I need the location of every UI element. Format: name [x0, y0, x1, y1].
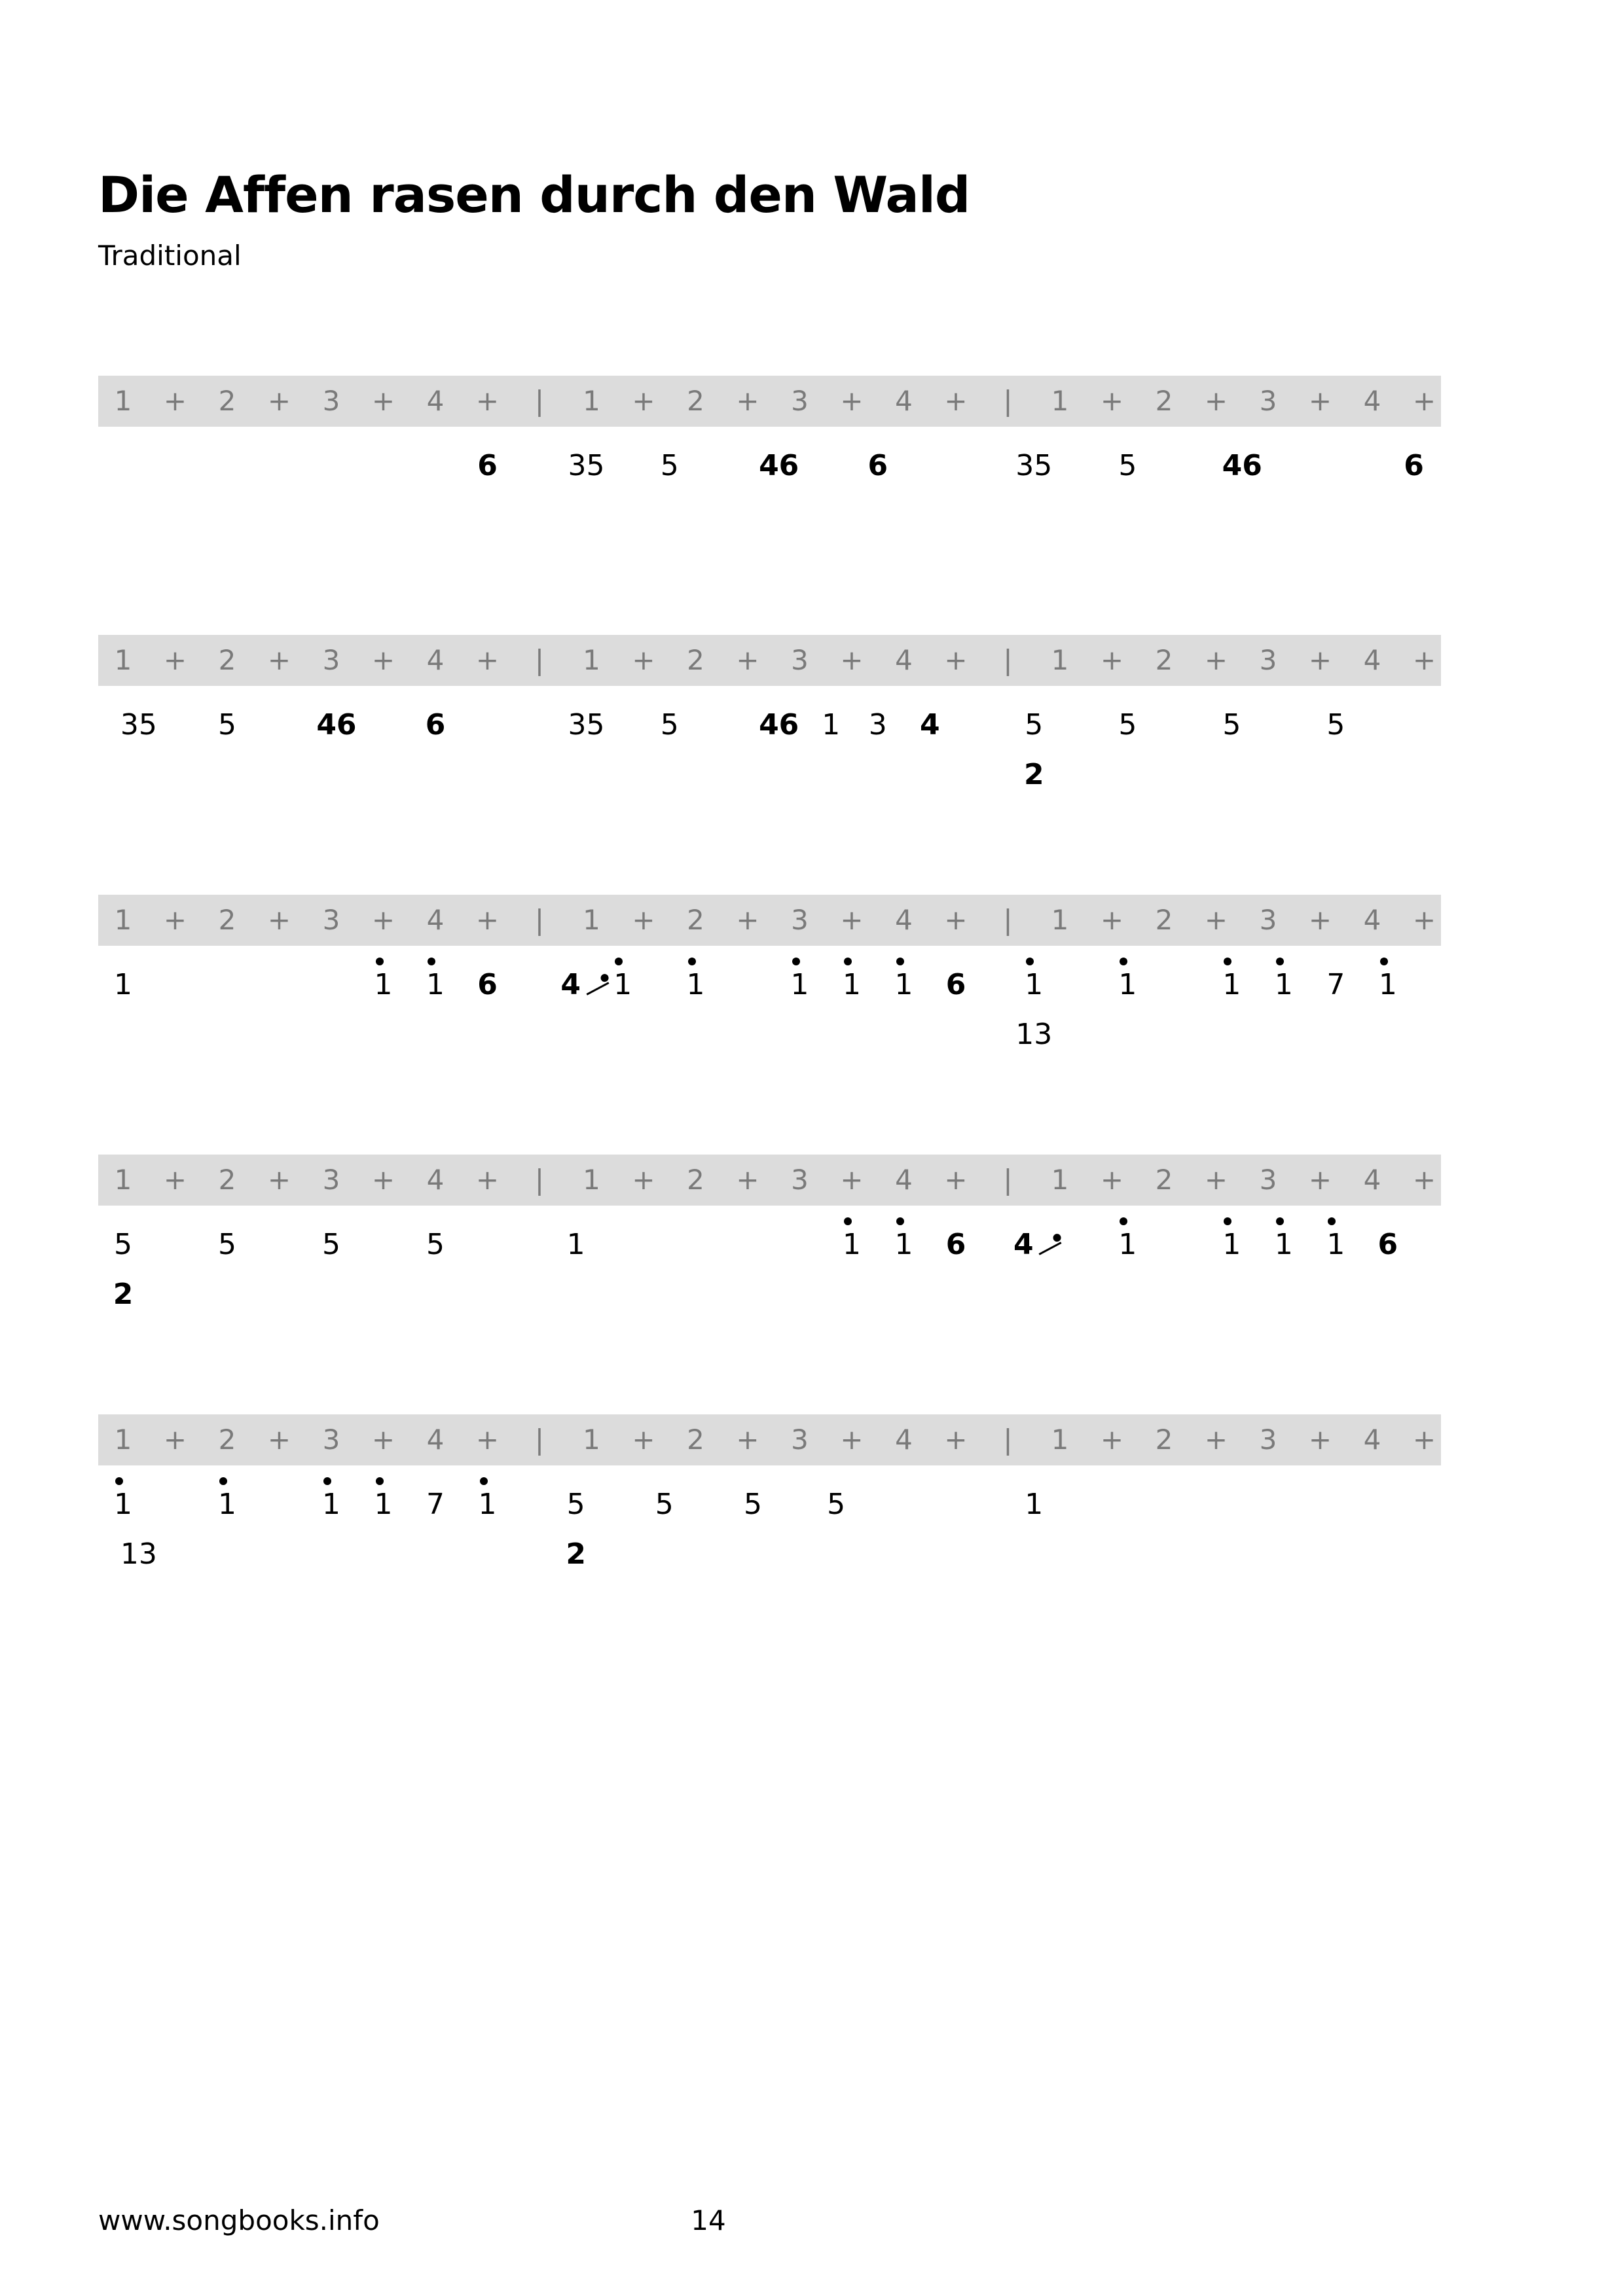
beat-label: 3 — [1259, 1164, 1277, 1196]
note: 1 — [114, 968, 132, 1001]
beat-label: + — [1204, 904, 1228, 936]
beat-label: 4 — [895, 644, 913, 676]
beat-label: 2 — [218, 1164, 236, 1196]
beat-label: 2 — [1155, 644, 1173, 676]
high-note: 1 — [1274, 1228, 1293, 1261]
bar-separator: | — [1003, 385, 1013, 417]
song-composer: Traditional — [98, 240, 242, 272]
note: 5 — [114, 1228, 132, 1261]
beat-label: + — [1308, 904, 1332, 936]
beat-label: 4 — [895, 1164, 913, 1196]
beat-label: 4 — [426, 1424, 445, 1456]
note: 4 — [919, 708, 940, 742]
high-note: 1 — [894, 1228, 913, 1261]
slide-mark — [586, 982, 609, 995]
beat-label: 1 — [583, 904, 600, 936]
bar-separator: | — [534, 1424, 545, 1456]
beat-label: + — [736, 1164, 759, 1196]
note: 5 — [566, 1488, 585, 1521]
beat-label: 1 — [583, 385, 600, 417]
beat-label: + — [632, 644, 655, 676]
beat-label: + — [371, 644, 395, 676]
beat-label: 3 — [1259, 1424, 1277, 1456]
beat-label: + — [1412, 904, 1436, 936]
beat-label: 2 — [1155, 385, 1173, 417]
note: 2 — [113, 1278, 134, 1311]
beat-label: 4 — [426, 1164, 445, 1196]
beat-label: 4 — [426, 904, 445, 936]
beat-label: 2 — [687, 1424, 704, 1456]
note: 35 — [568, 449, 605, 482]
beat-label: + — [1204, 644, 1228, 676]
high-note: 1 — [790, 968, 809, 1001]
beat-label: + — [1100, 385, 1124, 417]
bar-separator: | — [534, 1164, 545, 1196]
beat-label: + — [267, 904, 291, 936]
beat-label: 4 — [426, 385, 445, 417]
beat-label: 1 — [114, 904, 132, 936]
beat-label: + — [1412, 1164, 1436, 1196]
beat-label: 1 — [114, 644, 132, 676]
beat-label: 2 — [687, 904, 704, 936]
beat-label: 3 — [791, 1424, 809, 1456]
beat-label: 4 — [895, 385, 913, 417]
high-note: 1 — [1378, 968, 1397, 1001]
note: 35 — [1015, 449, 1053, 482]
beat-label: + — [840, 1424, 864, 1456]
tab-system — [0, 895, 1623, 1091]
beat-label: + — [1204, 1424, 1228, 1456]
note: 1 — [822, 708, 841, 742]
beat-label: 2 — [687, 644, 704, 676]
beat-label: + — [1308, 385, 1332, 417]
bar-separator: | — [1003, 644, 1013, 676]
beat-label: + — [163, 904, 187, 936]
bar-separator: | — [534, 904, 545, 936]
beat-label: 2 — [687, 1164, 704, 1196]
tab-system — [0, 376, 1623, 572]
bar-separator: | — [1003, 904, 1013, 936]
note: 5 — [655, 1488, 674, 1521]
beat-label: 4 — [1363, 1424, 1381, 1456]
note: 5 — [322, 1228, 340, 1261]
note: 4 — [1013, 1228, 1034, 1261]
beat-label: 3 — [791, 644, 809, 676]
beat-label: 2 — [218, 644, 236, 676]
beat-label: + — [1100, 1424, 1124, 1456]
beat-label: + — [267, 1164, 291, 1196]
high-note: 1 — [374, 1488, 393, 1521]
beat-count-bar — [98, 1414, 1441, 1465]
beat-count-bar — [98, 376, 1441, 427]
beat-label: 1 — [583, 1424, 600, 1456]
beat-label: 1 — [583, 644, 600, 676]
beat-label: + — [371, 385, 395, 417]
beat-label: 2 — [218, 385, 236, 417]
beat-label: 1 — [1051, 1424, 1069, 1456]
beat-count-bar — [98, 895, 1441, 946]
beat-label: 1 — [1051, 644, 1069, 676]
beat-label: 1 — [114, 385, 132, 417]
note: 5 — [1025, 708, 1044, 742]
beat-label: + — [736, 904, 759, 936]
beat-label: + — [1308, 1424, 1332, 1456]
beat-label: 3 — [322, 1164, 340, 1196]
tab-system — [0, 1414, 1623, 1611]
tab-system — [0, 635, 1623, 831]
note: 6 — [1404, 449, 1424, 482]
beat-label: + — [840, 644, 864, 676]
beat-label: + — [736, 644, 759, 676]
beat-label: + — [475, 385, 500, 417]
beat-label: 3 — [1259, 644, 1277, 676]
beat-label: 2 — [1155, 904, 1173, 936]
beat-label: + — [1100, 904, 1124, 936]
tab-system — [0, 1155, 1623, 1351]
beat-label: + — [163, 1424, 187, 1456]
beat-label: + — [944, 1164, 968, 1196]
beat-label: + — [1412, 1424, 1436, 1456]
high-note: 1 — [322, 1488, 340, 1521]
note: 35 — [120, 708, 157, 742]
beat-label: + — [1204, 1164, 1228, 1196]
note: 13 — [1015, 1018, 1053, 1051]
note: 2 — [566, 1537, 586, 1571]
beat-label: 4 — [895, 904, 913, 936]
beat-label: 3 — [322, 644, 340, 676]
beat-label: 1 — [583, 1164, 600, 1196]
beat-label: + — [475, 1424, 500, 1456]
beat-count-bar — [98, 1155, 1441, 1206]
beat-label: + — [1100, 644, 1124, 676]
beat-label: 2 — [1155, 1424, 1173, 1456]
note: 6 — [945, 968, 966, 1001]
beat-label: + — [736, 1424, 759, 1456]
high-note: 1 — [843, 1228, 861, 1261]
note: 46 — [316, 708, 357, 742]
beat-label: + — [1204, 385, 1228, 417]
beat-label: + — [371, 1164, 395, 1196]
high-note: 1 — [1222, 968, 1241, 1001]
beat-label: + — [944, 904, 968, 936]
beat-label: 1 — [114, 1424, 132, 1456]
beat-label: + — [475, 904, 500, 936]
high-note: 1 — [843, 968, 861, 1001]
beat-label: + — [163, 1164, 187, 1196]
beat-label: 2 — [218, 1424, 236, 1456]
note: 2 — [1023, 758, 1044, 791]
beat-label: 3 — [322, 1424, 340, 1456]
note: 6 — [945, 1228, 966, 1261]
beat-label: + — [840, 904, 864, 936]
beat-label: + — [632, 904, 655, 936]
slide-mark — [1039, 1242, 1062, 1255]
note: 5 — [426, 1228, 445, 1261]
note: 5 — [660, 449, 679, 482]
beat-label: + — [475, 1164, 500, 1196]
beat-label: 3 — [1259, 385, 1277, 417]
high-note: 1 — [1274, 968, 1293, 1001]
note: 1 — [1025, 1488, 1044, 1521]
beat-label: 4 — [426, 644, 445, 676]
beat-label: + — [475, 644, 500, 676]
bar-separator: | — [534, 644, 545, 676]
beat-label: + — [267, 1424, 291, 1456]
note: 6 — [867, 449, 888, 482]
beat-label: + — [1308, 1164, 1332, 1196]
note: 46 — [759, 449, 799, 482]
note: 46 — [1222, 449, 1262, 482]
note: 5 — [1118, 708, 1137, 742]
note: 4 — [560, 968, 581, 1001]
note: 7 — [426, 1488, 445, 1521]
note: 1 — [566, 1228, 585, 1261]
beat-label: 2 — [1155, 1164, 1173, 1196]
page-number: 14 — [691, 2204, 726, 2236]
beat-label: 3 — [791, 385, 809, 417]
beat-label: 4 — [1363, 904, 1381, 936]
beat-label: + — [632, 385, 655, 417]
beat-label: 2 — [218, 904, 236, 936]
beat-label: + — [1308, 644, 1332, 676]
footer-website[interactable]: www.songbooks.info — [98, 2204, 380, 2236]
high-note: 1 — [114, 1488, 132, 1521]
beat-label: + — [944, 1424, 968, 1456]
beat-label: + — [840, 385, 864, 417]
note: 5 — [660, 708, 679, 742]
beat-label: 3 — [322, 904, 340, 936]
note: 6 — [477, 449, 498, 482]
high-note: 1 — [613, 968, 632, 1001]
bar-separator: | — [1003, 1424, 1013, 1456]
beat-label: 4 — [1363, 644, 1381, 676]
beat-label: 1 — [1051, 904, 1069, 936]
note: 5 — [743, 1488, 762, 1521]
high-note: 1 — [1025, 968, 1044, 1001]
beat-label: 2 — [687, 385, 704, 417]
note: 5 — [1118, 449, 1137, 482]
beat-count-bar — [98, 635, 1441, 686]
beat-label: + — [736, 385, 759, 417]
beat-label: + — [1412, 385, 1436, 417]
beat-label: + — [371, 904, 395, 936]
beat-label: 1 — [114, 1164, 132, 1196]
high-note: 1 — [1118, 968, 1137, 1001]
beat-label: 3 — [1259, 904, 1277, 936]
beat-label: + — [1100, 1164, 1124, 1196]
beat-label: + — [267, 385, 291, 417]
beat-label: + — [632, 1424, 655, 1456]
beat-label: + — [267, 644, 291, 676]
beat-label: + — [840, 1164, 864, 1196]
note: 7 — [1326, 968, 1345, 1001]
beat-label: + — [944, 385, 968, 417]
high-note: 1 — [686, 968, 705, 1001]
high-note: 1 — [374, 968, 393, 1001]
high-note: 1 — [894, 968, 913, 1001]
beat-label: + — [163, 385, 187, 417]
high-note: 1 — [478, 1488, 497, 1521]
beat-label: 4 — [895, 1424, 913, 1456]
beat-label: 3 — [791, 904, 809, 936]
beat-label: 4 — [1363, 1164, 1381, 1196]
high-note: 1 — [1222, 1228, 1241, 1261]
note: 46 — [759, 708, 799, 742]
high-note: 1 — [426, 968, 445, 1001]
note: 6 — [477, 968, 498, 1001]
bar-separator: | — [1003, 1164, 1013, 1196]
note: 5 — [218, 1228, 236, 1261]
note: 35 — [568, 708, 605, 742]
beat-label: 4 — [1363, 385, 1381, 417]
note: 6 — [1377, 1228, 1398, 1261]
beat-label: 3 — [791, 1164, 809, 1196]
beat-label: + — [944, 644, 968, 676]
note: 6 — [425, 708, 446, 742]
beat-label: + — [632, 1164, 655, 1196]
song-title: Die Affen rasen durch den Wald — [98, 166, 970, 224]
note: 5 — [1326, 708, 1345, 742]
high-note: 1 — [1118, 1228, 1137, 1261]
note: 5 — [218, 708, 236, 742]
note: 5 — [1222, 708, 1241, 742]
high-note: 1 — [1326, 1228, 1345, 1261]
beat-label: + — [163, 644, 187, 676]
note: 5 — [827, 1488, 846, 1521]
beat-label: 1 — [1051, 1164, 1069, 1196]
beat-label: + — [371, 1424, 395, 1456]
beat-label: 3 — [322, 385, 340, 417]
bar-separator: | — [534, 385, 545, 417]
note: 13 — [120, 1537, 157, 1571]
beat-label: 1 — [1051, 385, 1069, 417]
beat-label: + — [1412, 644, 1436, 676]
high-note: 1 — [218, 1488, 236, 1521]
note: 3 — [868, 708, 887, 742]
